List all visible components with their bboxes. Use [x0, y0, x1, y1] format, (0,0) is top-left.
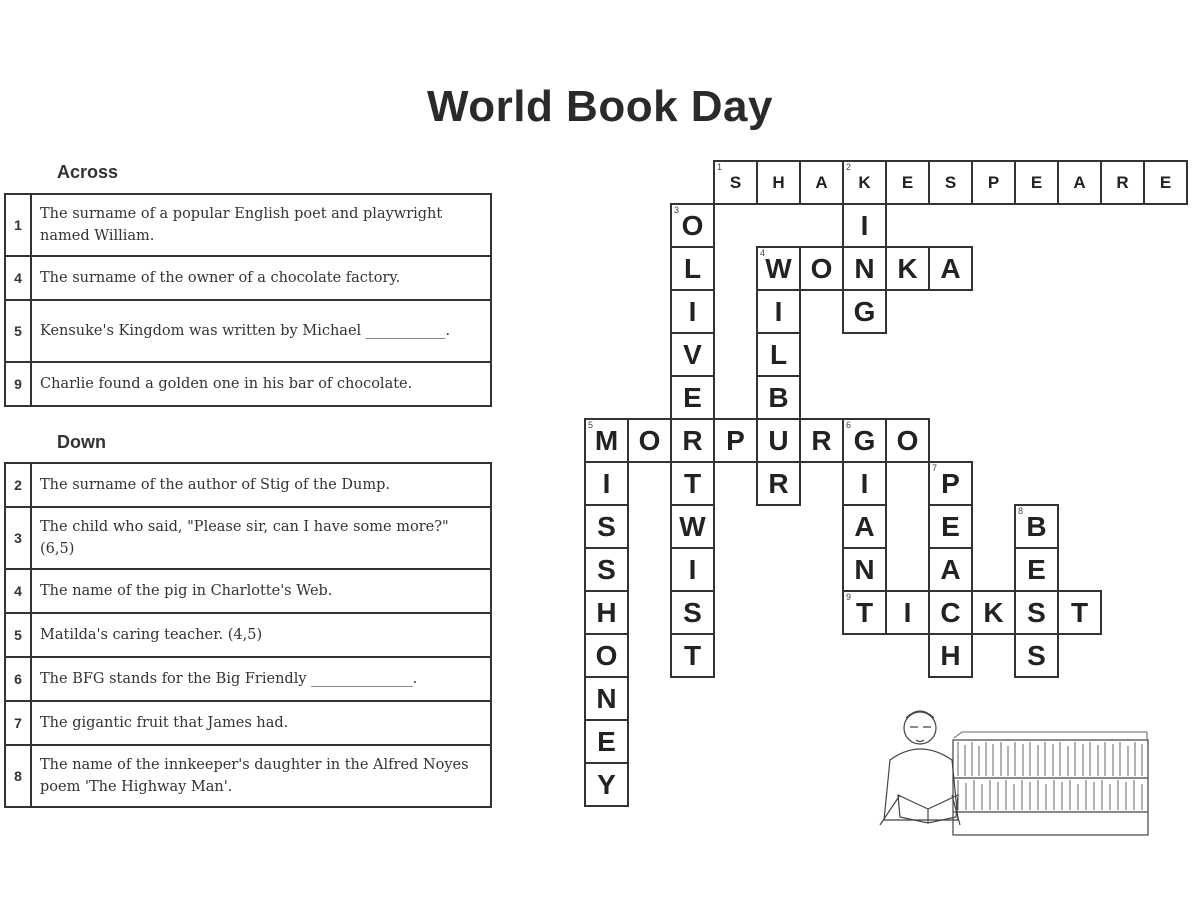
crossword-cell: [670, 375, 715, 420]
down-heading: Down: [57, 432, 106, 452]
cell-letter: E: [941, 510, 960, 542]
cell-letter: K: [897, 252, 918, 284]
crossword-cell: [1014, 590, 1059, 635]
clue-row: [5, 613, 491, 657]
cell-letter: I: [903, 596, 912, 628]
crossword-cell: [584, 504, 629, 549]
crossword-cell: [1143, 160, 1188, 205]
reading-man-illustration: [868, 700, 1158, 840]
cell-letter: R: [768, 467, 789, 499]
clue-text: The gigantic fruit that James had.: [31, 701, 491, 745]
cell-letter: L: [769, 338, 788, 370]
cell-letter: I: [602, 467, 611, 499]
cell-letter: H: [940, 639, 961, 671]
crossword-cell: [885, 590, 930, 635]
cell-letter: S: [1027, 596, 1046, 628]
cell-number: 9: [846, 592, 852, 602]
down-clue-table: [4, 462, 492, 808]
crossword-cell: [670, 547, 715, 592]
cell-letter: K: [983, 596, 1004, 628]
cell-letter: A: [815, 172, 828, 192]
crossword-cell: [799, 246, 844, 291]
cell-letter: G: [853, 295, 876, 327]
cell-letter: S: [683, 596, 702, 628]
clue-text: The name of the innkeeper's daughter in the Alfred Noyes poem 'The Highway Man'.: [31, 745, 491, 807]
cell-letter: S: [944, 172, 957, 192]
crossword-cell: [842, 504, 887, 549]
cell-letter: M: [594, 424, 619, 456]
clue-text: Kensuke's Kingdom was written by Michael ___________.: [31, 300, 491, 362]
clue-number: 1: [5, 194, 31, 256]
cell-letter: E: [901, 172, 914, 192]
crossword-cell: [584, 547, 629, 592]
clue-row: [5, 256, 491, 300]
clue-row: [5, 569, 491, 613]
crossword-cell: [756, 289, 801, 334]
cell-letter: G: [853, 424, 876, 456]
crossword-cell: [584, 633, 629, 678]
crossword-cell: [842, 203, 887, 248]
crossword-cell: [756, 461, 801, 506]
clue-text: The BFG stands for the Big Friendly ______________.: [31, 657, 491, 701]
clue-text: Charlie found a golden one in his bar of chocolate.: [31, 362, 491, 406]
clue-number: 7: [5, 701, 31, 745]
cell-letter: A: [1073, 172, 1086, 192]
clue-number: 9: [5, 362, 31, 406]
clue-number: 5: [5, 613, 31, 657]
clue-number: 3: [5, 507, 31, 569]
crossword-cell: [584, 676, 629, 721]
crossword-cell: [842, 160, 887, 205]
crossword-cell: [928, 246, 973, 291]
crossword-cell: [713, 160, 758, 205]
across-clue-table: [4, 193, 492, 407]
cell-letter: I: [688, 295, 697, 327]
clue-row: [5, 362, 491, 406]
cell-letter: N: [854, 553, 875, 585]
cell-letter: O: [681, 209, 704, 241]
cell-letter: B: [1026, 510, 1047, 542]
cell-letter: W: [679, 510, 706, 542]
crossword-cell: [928, 461, 973, 506]
crossword-cell: [584, 590, 629, 635]
clue-number: 6: [5, 657, 31, 701]
clue-number: 4: [5, 569, 31, 613]
crossword-cell: [1014, 160, 1059, 205]
cell-number: 1: [717, 162, 723, 172]
cell-letter: B: [768, 381, 789, 413]
cell-letter: N: [854, 252, 875, 284]
cell-letter: E: [1030, 172, 1043, 192]
cell-letter: P: [726, 424, 745, 456]
clue-text: The child who said, "Please sir, can I have some more?" (6,5): [31, 507, 491, 569]
cell-number: 2: [846, 162, 852, 172]
cell-number: 5: [588, 420, 594, 430]
crossword-cell: [842, 289, 887, 334]
crossword-cell: [842, 547, 887, 592]
cell-letter: T: [855, 596, 874, 628]
cell-letter: S: [597, 553, 616, 585]
clue-text: The surname of the owner of a chocolate factory.: [31, 256, 491, 300]
clue-number: 2: [5, 463, 31, 507]
cell-letter: E: [683, 381, 702, 413]
cell-letter: L: [683, 252, 702, 284]
crossword-cell: [670, 418, 715, 463]
cell-letter: A: [940, 252, 961, 284]
clue-row: [5, 701, 491, 745]
crossword-cell: [1057, 160, 1102, 205]
page-title: World Book Day: [426, 82, 773, 131]
cell-letter: T: [683, 639, 702, 671]
cell-letter: R: [1116, 172, 1129, 192]
crossword-cell: [928, 590, 973, 635]
cell-letter: T: [683, 467, 702, 499]
clue-number: 8: [5, 745, 31, 807]
crossword-cell: [627, 418, 672, 463]
clue-number: 4: [5, 256, 31, 300]
cell-letter: T: [1070, 596, 1089, 628]
crossword-cell: [670, 289, 715, 334]
cell-letter: I: [860, 467, 869, 499]
crossword-cell: [799, 160, 844, 205]
crossword-cell: [670, 504, 715, 549]
crossword-cell: [756, 160, 801, 205]
crossword-cell: [584, 418, 629, 463]
clue-text: Matilda's caring teacher. (4,5): [31, 613, 491, 657]
cell-letter: R: [682, 424, 703, 456]
cell-letter: H: [772, 172, 785, 192]
cell-letter: E: [1159, 172, 1172, 192]
cell-number: 3: [674, 205, 680, 215]
clue-text: The name of the pig in Charlotte's Web.: [31, 569, 491, 613]
crossword-cell: [928, 160, 973, 205]
cell-letter: K: [858, 172, 871, 192]
crossword-cell: [1014, 504, 1059, 549]
crossword-cell: [756, 375, 801, 420]
crossword-cell: [799, 418, 844, 463]
cell-letter: O: [896, 424, 919, 456]
cell-letter: H: [596, 596, 617, 628]
crossword-cell: [971, 160, 1016, 205]
cell-letter: A: [940, 553, 961, 585]
cell-letter: S: [1027, 639, 1046, 671]
cell-number: 4: [760, 248, 766, 258]
cell-letter: I: [774, 295, 783, 327]
clue-row: [5, 194, 491, 256]
crossword-cell: [670, 461, 715, 506]
cell-letter: S: [729, 172, 742, 192]
cell-letter: E: [597, 725, 616, 757]
crossword-cell: [842, 418, 887, 463]
clue-row: [5, 463, 491, 507]
across-heading: Across: [57, 162, 119, 182]
crossword-cell: [584, 719, 629, 764]
crossword-cell: [1100, 160, 1145, 205]
cell-letter: O: [810, 252, 833, 284]
crossword-cell: [971, 590, 1016, 635]
crossword-cell: [584, 762, 629, 807]
crossword-cell: [1014, 633, 1059, 678]
crossword-cell: [885, 160, 930, 205]
crossword-cell: [670, 590, 715, 635]
cell-letter: W: [765, 252, 792, 284]
crossword-cell: [842, 461, 887, 506]
crossword-cell: [584, 461, 629, 506]
crossword-cell: [670, 332, 715, 377]
crossword-cell: [842, 246, 887, 291]
cell-number: 6: [846, 420, 852, 430]
clue-row: [5, 745, 491, 807]
clue-row: [5, 657, 491, 701]
crossword-cell: [1057, 590, 1102, 635]
cell-letter: O: [638, 424, 661, 456]
cell-letter: I: [860, 209, 869, 241]
cell-letter: E: [1027, 553, 1046, 585]
crossword-cell: [885, 418, 930, 463]
cell-letter: P: [987, 172, 1000, 192]
crossword-cell: [670, 633, 715, 678]
cell-number: 8: [1018, 506, 1024, 516]
clue-number: 5: [5, 300, 31, 362]
crossword-cell: [670, 203, 715, 248]
crossword-cell: [670, 246, 715, 291]
cell-letter: C: [940, 596, 961, 628]
crossword-cell: [1014, 547, 1059, 592]
clue-row: [5, 300, 491, 362]
clue-text: The surname of a popular English poet and playwright named William.: [31, 194, 491, 256]
cell-letter: S: [597, 510, 616, 542]
cell-letter: R: [811, 424, 832, 456]
cell-letter: A: [854, 510, 875, 542]
crossword-cell: [928, 633, 973, 678]
cell-number: 7: [932, 463, 938, 473]
crossword-cell: [756, 332, 801, 377]
crossword-cell: [713, 418, 758, 463]
clue-text: The surname of the author of Stig of the Dump.: [31, 463, 491, 507]
cell-letter: Y: [597, 768, 616, 800]
crossword-cell: [756, 246, 801, 291]
crossword-cell: [928, 547, 973, 592]
cell-letter: O: [595, 639, 618, 671]
cell-letter: V: [683, 338, 702, 370]
cell-letter: P: [941, 467, 960, 499]
cell-letter: N: [596, 682, 617, 714]
cell-letter: I: [688, 553, 697, 585]
crossword-cell: [842, 590, 887, 635]
crossword-cell: [756, 418, 801, 463]
crossword-cell: [928, 504, 973, 549]
cell-letter: U: [768, 424, 789, 456]
crossword-cell: [885, 246, 930, 291]
clue-row: [5, 507, 491, 569]
